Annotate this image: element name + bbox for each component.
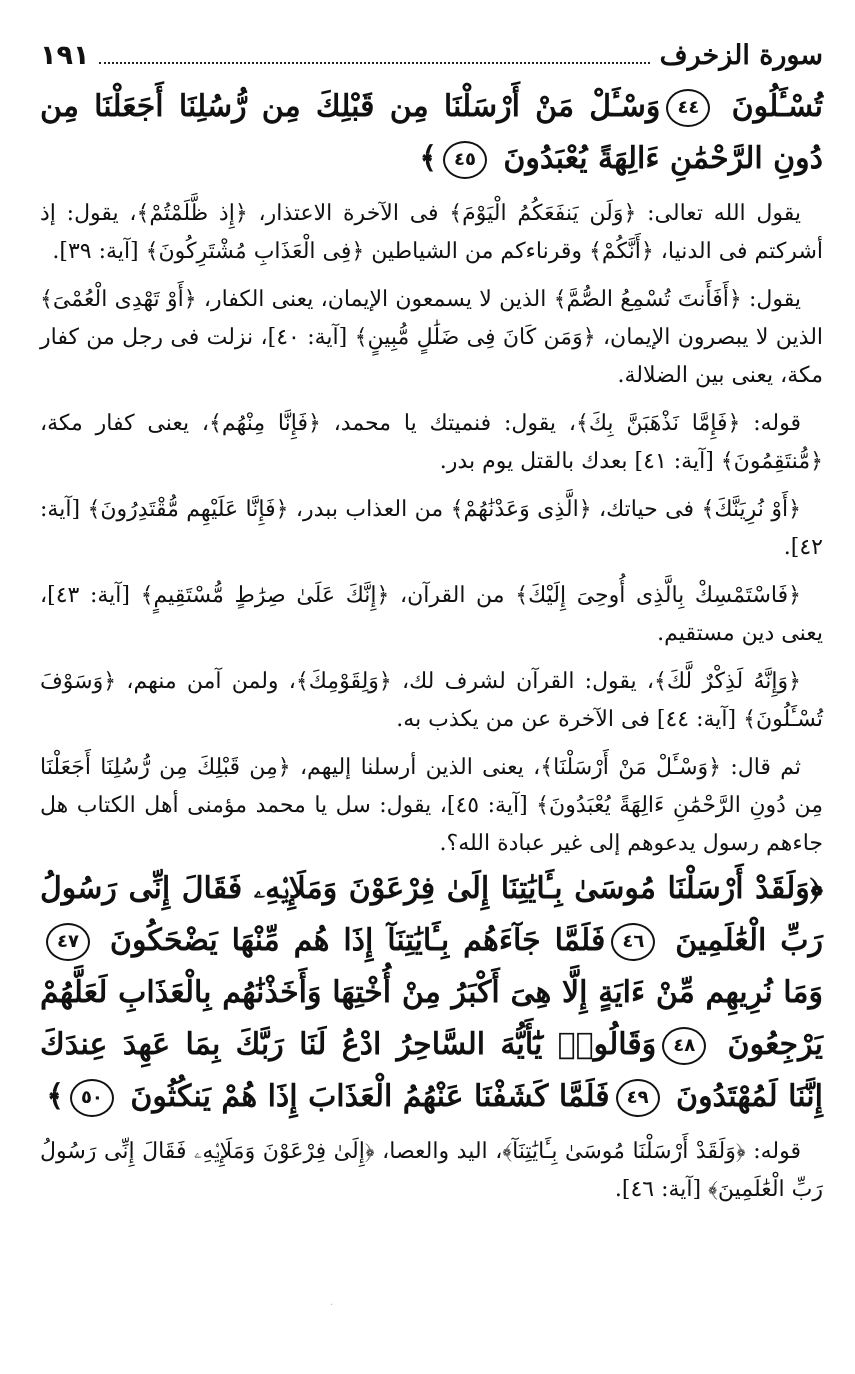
ayah-number-marker: ٤٧ [46,923,90,961]
ayah-number-marker: ٤٤ [666,89,710,127]
quran-verse-text: وَسْـَٔلْ مَنْ أَرْسَلْنَا مِن قَبْلِكَ مِن رُّسُلِنَا أَجَعَلْنَا مِن دُونِ الرَّحْمَٰنِ ءَالِهَةً يُعْبَدُونَ [40,89,823,176]
quran-verse-text: ﴾ [46,1079,64,1114]
surah-title: سورة الزخرف [659,40,823,71]
ayah-number-marker: ٤٩ [616,1079,660,1117]
commentary-paragraph: يقول الله تعالى: ﴿وَلَن يَنفَعَكُمُ الْيَوْمَ﴾ فى الآخرة الاعتذار، ﴿إِذ ظَّلَمْتُمْ﴾، يقول: إذ أشركتم فى الدنيا، ﴿أَنَّكُمْ﴾ وقرناءكم من الشياطين ﴿فِى الْعَذَابِ مُشْتَرِكُونَ﴾ [آية: ٣٩]. [40,201,823,264]
commentary-paragraph: ﴿أَوْ نُرِيَنَّكَ﴾ فى حياتك، ﴿الَّذِى وَعَدْنَٰهُمْ﴾ من العذاب ببدر، ﴿فَإِنَّا عَلَيْهِم مُّقْتَدِرُونَ﴾ [آية: ٤٢]. [40,497,823,560]
ayah-number-marker: ٤٥ [443,141,487,179]
ayah-number-marker: ٥٠ [70,1079,114,1117]
quran-verse-text: فَلَمَّا كَشَفْنَا عَنْهُمُ الْعَذَابَ إِذَا هُمْ يَنكُثُونَ [119,1079,610,1114]
commentary-paragraph: ﴿فَاسْتَمْسِكْ بِالَّذِى أُوحِىَ إِلَيْكَ﴾ من القرآن، ﴿إِنَّكَ عَلَىٰ صِرَٰطٍ مُّسْتَقِيمٍ﴾ [آية: ٤٣]، يعنى دين مستقيم. [40,583,823,646]
quran-verses-block [40,863,823,1123]
leader-dots [99,62,649,64]
quran-verse-text: فَلَمَّا جَآءَهُم بِـَٔايَٰتِنَآ إِذَا هُم مِّنْهَا يَضْحَكُونَ [96,923,606,958]
ayah-number-marker: ٤٨ [662,1027,706,1065]
page-number: ١٩١ [40,40,90,71]
quran-verses-block [40,81,823,185]
commentary-paragraph: قوله: ﴿وَلَقَدْ أَرْسَلْنَا مُوسَىٰ بِـَٔايَٰتِنَآ﴾، اليد والعصا، ﴿إِلَىٰ فِرْعَوْنَ وَمَلَإِي۟هِۦ فَقَالَ إِنِّى رَسُولُ رَبِّ الْعَٰلَمِينَ﴾ [آية: ٤٦]. [40,1139,823,1202]
ayah-number-marker: ٤٦ [611,923,655,961]
commentary-paragraph: ثم قال: ﴿وَسْـَٔلْ مَنْ أَرْسَلْنَا﴾، يعنى الذين أرسلنا إليهم، ﴿مِن قَبْلِكَ مِن رُّسُلِنَا أَجَعَلْنَا مِن دُونِ الرَّحْمَٰنِ ءَالِهَةً يُعْبَدُونَ﴾ [آية: ٤٥]، يقول: سل يا محمد مؤمنى أهل الكتاب هل جاءهم رسول يدعوهم إلى غير عبادة الله؟. [40,755,823,856]
quran-verse-text: ﴿وَلَقَدْ أَرْسَلْنَا مُوسَىٰ بِـَٔايَٰتِنَا إِلَىٰ فِرْعَوْنَ وَمَلَإِي۟هِۦ فَقَالَ إِنِّى رَسُولُ رَبِّ الْعَٰلَمِينَ [40,871,823,958]
page-content [40,81,823,1209]
quran-verse-text: وَقَالُوا۟ يَٰٓأَيُّهَ السَّاحِرُ ادْعُ لَنَا رَبَّكَ بِمَا عَهِدَ عِندَكَ إِنَّنَا لَمُهْتَدُونَ [40,1027,823,1114]
running-header [40,40,823,71]
scan-smudge: · [330,1300,334,1311]
commentary-paragraph: قوله: ﴿فَإِمَّا نَذْهَبَنَّ بِكَ﴾، يقول: فنميتك يا محمد، ﴿فَإِنَّا مِنْهُم﴾، يعنى كفار مكة، ﴿مُّنتَقِمُونَ﴾ [آية: ٤١] بعدك بالقتل يوم بدر. [40,411,823,474]
quran-verse-text: وَمَا نُرِيهِم مِّنْ ءَايَةٍ إِلَّا هِىَ أَكْبَرُ مِنْ أُخْتِهَا وَأَخَذْنَٰهُم بِالْعَذَابِ لَعَلَّهُمْ يَرْجِعُونَ [40,975,823,1062]
quran-verse-text: تُسْـَٔلُونَ [716,89,824,124]
commentary-paragraph: ﴿وَإِنَّهُ لَذِكْرٌ لَّكَ﴾، يقول: القرآن لشرف لك، ﴿وَلِقَوْمِكَ﴾، ولمن آمن منهم، ﴿وَسَوْفَ تُسْـَٔلُونَ﴾ [آية: ٤٤] فى الآخرة عن من يكذب به. [40,669,823,732]
commentary-paragraph: يقول: ﴿أَفَأَنتَ تُسْمِعُ الصُّمَّ﴾ الذين لا يسمعون الإيمان، يعنى الكفار، ﴿أَوْ تَهْدِى الْعُمْىَ﴾ الذين لا يبصرون الإيمان، ﴿وَمَن كَانَ فِى ضَلَٰلٍ مُّبِينٍ﴾ [آية: ٤٠]، نزلت فى رجل من كفار مكة، يعنى بين الضلالة. [40,287,824,388]
quran-verse-text: ﴾ [419,141,437,176]
